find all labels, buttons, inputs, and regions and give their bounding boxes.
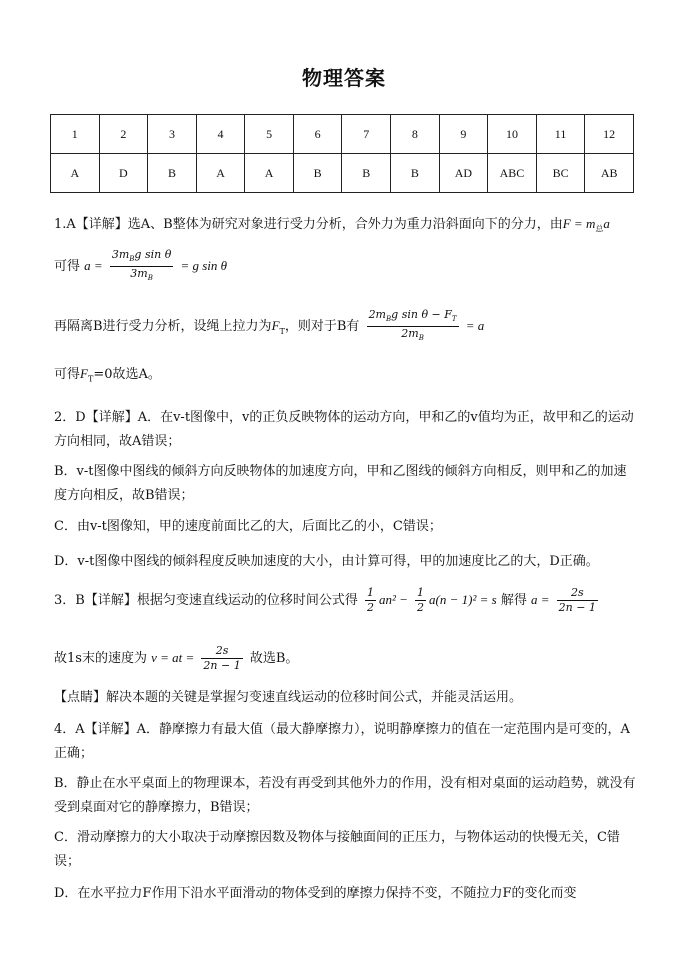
- table-cell: 8: [391, 115, 440, 154]
- fraction: $\frac{1}{2}$: [366, 586, 374, 614]
- table-cell: 4: [196, 115, 245, 154]
- q2-paragraph-1: 2．D【详解】A．在v-t图像中，v的正负反映物体的运动方向，甲和乙的v值均为正，故甲和乙的运动方向相同，故A错误；: [54, 410, 634, 449]
- table-cell: D: [99, 154, 148, 193]
- fraction: $\frac{2m_Bg \sin \theta - F_T}{2m_B}$: [368, 308, 457, 343]
- q1-line-3: 再隔离B进行受力分析，设绳上拉力为$F_T$，则对于B有 $\frac{2m_Bg \sin \theta - F_T}{2m_B}$ = a: [54, 308, 639, 345]
- q3-line-2: 故1s末的速度为 v = at = $\frac{2s}{2n - 1}$ 故选B。: [54, 644, 299, 672]
- page-title: 物理答案: [302, 66, 386, 90]
- q3-line-1: 3．B【详解】根据匀变速直线运动的位移时间公式得 $\frac{1}{2}$ an² − $\frac{1}{2}$ a(n − 1)² = s 解得 a = $\frac{2s}{2n - 1}$: [54, 586, 596, 614]
- q3-note: 【点睛】解决本题的关键是掌握匀变速直线运动的位移时间公式，并能灵活运用。: [54, 690, 523, 705]
- q4-paragraph-4: D．在水平拉力F作用下沿水平面滑动的物体受到的摩擦力保持不变，不随拉力F的变化而变: [54, 886, 577, 901]
- q4-paragraph-2: B．静止在水平桌面上的物理课本，若没有再受到其他外力的作用，没有相对桌面的运动趋势，就没有受到桌面对它的静摩擦力，B错误；: [54, 776, 636, 815]
- q4-paragraph-1: 4．A【详解】A．静摩擦力有最大值（最大静摩擦力），说明静摩擦力的值在一定范围内是可变的，A正确；: [54, 722, 630, 761]
- table-cell: 12: [585, 115, 634, 154]
- q2-paragraph-3: C．由v-t图像知，甲的速度前面比乙的大，后面比乙的小，C错误；: [54, 519, 442, 534]
- table-cell: 10: [488, 115, 537, 154]
- q2-paragraph-4: D．v-t图像中图线的倾斜程度反映加速度的大小，由计算可得，甲的加速度比乙的大，D正确。: [54, 554, 599, 569]
- table-cell: AD: [439, 154, 488, 193]
- table-cell: AB: [585, 154, 634, 193]
- fraction: $\frac{2s}{2n - 1}$: [558, 586, 596, 614]
- table-cell: A: [196, 154, 245, 193]
- answer-table-answer-row: [51, 154, 634, 193]
- q1-line-4: 可得$F_T=0$故选A。: [54, 366, 161, 384]
- q1-line-2: 可得 a = $\frac{3m_Bg \sin \theta}{3m_B}$ = g sin θ: [54, 248, 639, 285]
- table-cell: 5: [245, 115, 294, 154]
- table-cell: B: [148, 154, 197, 193]
- fraction: $\frac{3m_Bg \sin \theta}{3m_B}$: [111, 248, 172, 283]
- answer-table: [50, 114, 634, 193]
- table-cell: 11: [536, 115, 585, 154]
- table-cell: B: [342, 154, 391, 193]
- q4-paragraph-3: C．滑动摩擦力的大小取决于动摩擦因数及物体与接触面间的正压力，与物体运动的快慢无关，C错误；: [54, 830, 620, 869]
- q1-line-1: 1.A【详解】选A、B整体为研究对象进行受力分析，合外力为重力沿斜面向下的分力，由$F = m_总a$: [54, 216, 610, 234]
- q2-paragraph-2: B．v-t图像中图线的倾斜方向反映物体的加速度方向，甲和乙图线的倾斜方向相反，则甲和乙的加速度方向相反，故B错误；: [54, 464, 627, 503]
- table-cell: 1: [51, 115, 100, 154]
- table-cell: ABC: [488, 154, 537, 193]
- table-cell: 6: [293, 115, 342, 154]
- fraction: $\frac{2s}{2n - 1}$: [203, 644, 241, 672]
- table-cell: 7: [342, 115, 391, 154]
- table-cell: B: [391, 154, 440, 193]
- fraction: $\frac{1}{2}$: [417, 586, 425, 614]
- table-cell: A: [245, 154, 294, 193]
- table-cell: A: [51, 154, 100, 193]
- table-cell: 2: [99, 115, 148, 154]
- table-cell: 3: [148, 115, 197, 154]
- answer-table-number-row: [51, 115, 634, 154]
- table-cell: B: [293, 154, 342, 193]
- table-cell: BC: [536, 154, 585, 193]
- table-cell: 9: [439, 115, 488, 154]
